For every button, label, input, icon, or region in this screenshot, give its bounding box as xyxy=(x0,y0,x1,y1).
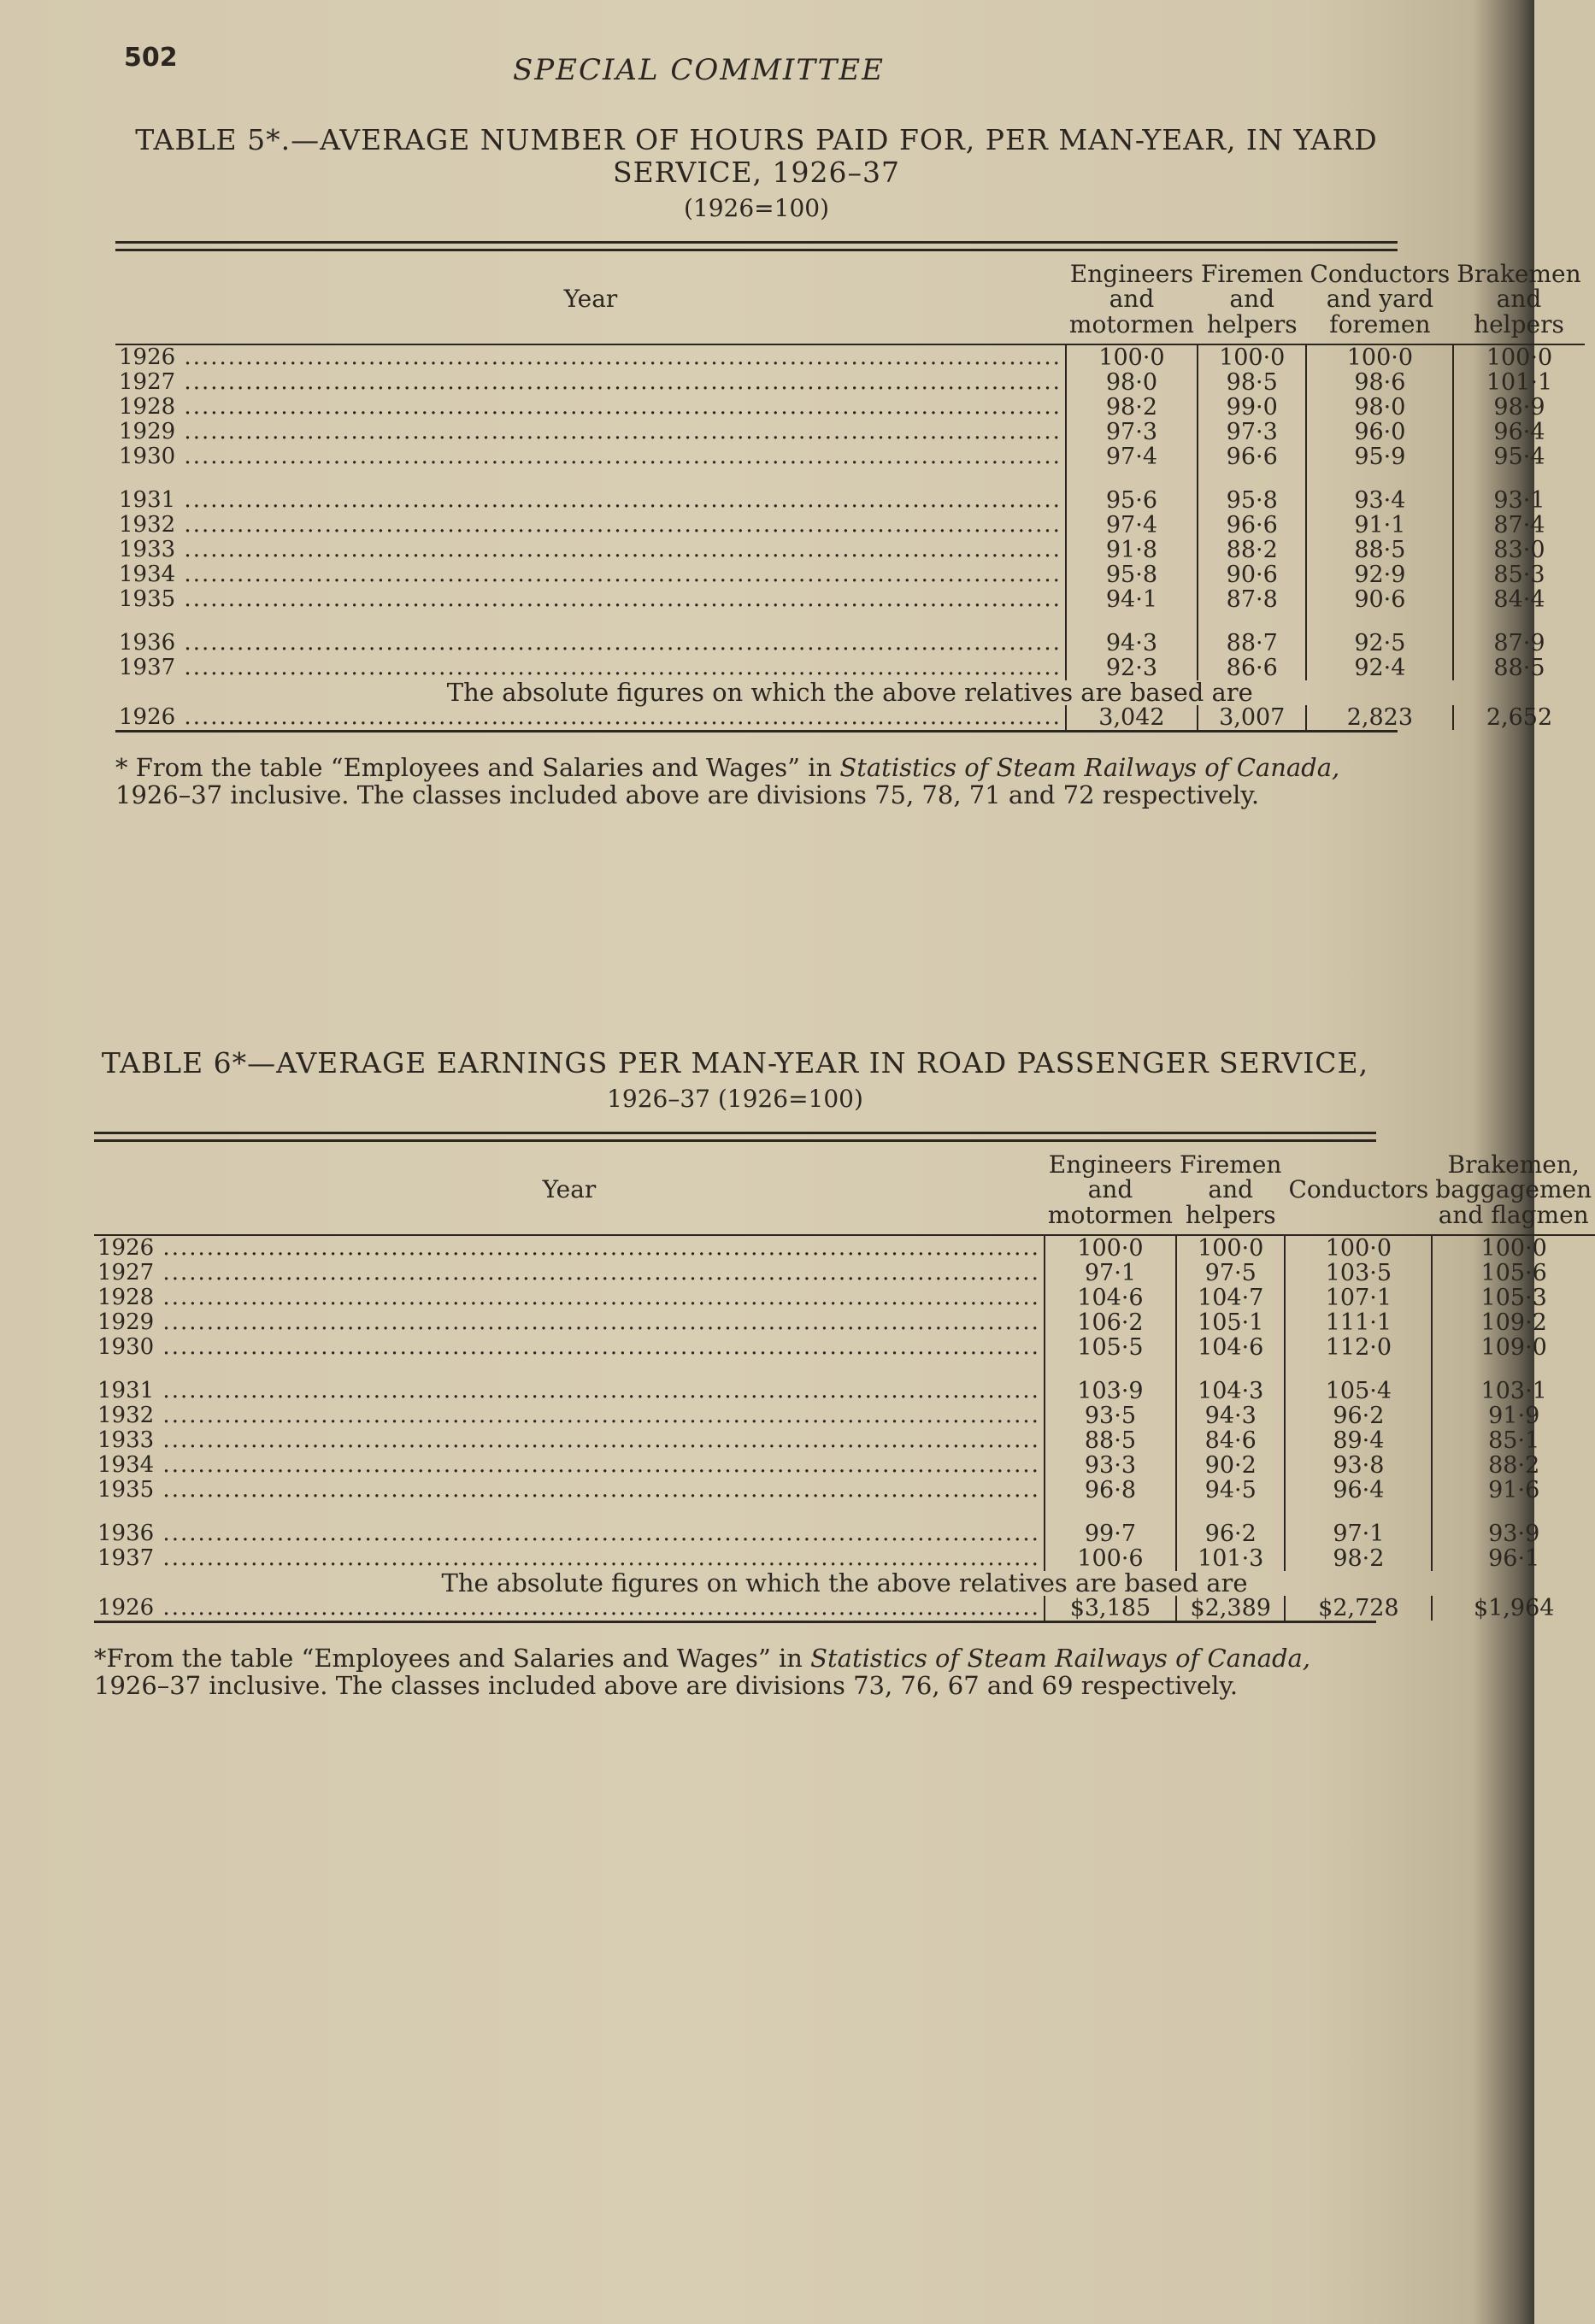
column-header: Brakemen, baggagemen and flagmen xyxy=(1432,1142,1595,1235)
value-cell: 93·1 xyxy=(1453,488,1584,513)
table-6-footnote-tail: 1926–37 inclusive. The classes included above are divisions 73, 76, 67 and 69 respectively. xyxy=(94,1671,1239,1700)
table-6-subtitle: 1926–37 (1926=100) xyxy=(607,1084,863,1113)
table-6-body xyxy=(94,1235,1595,1621)
column-header: Engineers and motormen xyxy=(1066,251,1198,344)
value-cell: 100·0 xyxy=(1285,1235,1432,1261)
value-cell: 96·2 xyxy=(1176,1521,1286,1546)
group-spacer xyxy=(94,1360,1595,1379)
value-cell: 92·9 xyxy=(1306,562,1453,587)
absolute-caption-row xyxy=(115,680,1585,705)
value-cell: 97·4 xyxy=(1066,513,1198,538)
value-cell: 88·5 xyxy=(1045,1428,1176,1453)
table-5-bottom-rule xyxy=(115,730,1398,733)
table-row xyxy=(94,1235,1595,1261)
group-spacer xyxy=(115,469,1585,488)
value-cell: 94·3 xyxy=(1066,631,1198,656)
table-6-footnote-source: Statistics of Steam Railways of Canada, xyxy=(810,1644,1311,1674)
value-cell: 97·4 xyxy=(1066,444,1198,469)
spacer-cell xyxy=(115,469,1066,488)
running-head: SPECIAL COMMITTEE xyxy=(513,53,885,87)
absolute-value-cell: $1,964 xyxy=(1432,1596,1595,1621)
group-spacer xyxy=(94,1503,1595,1521)
value-cell: 98·2 xyxy=(1066,395,1198,420)
year-cell: 1936 ..... xyxy=(115,631,1066,656)
spacer-cell xyxy=(94,1503,1045,1521)
year-cell: 1936 ..... xyxy=(94,1521,1045,1546)
value-cell: 100·0 xyxy=(1432,1235,1595,1261)
table-5 xyxy=(115,123,1581,809)
value-cell: 90·6 xyxy=(1198,562,1307,587)
absolute-value-cell: $3,185 xyxy=(1045,1596,1176,1621)
table-6-footnote xyxy=(94,1645,1376,1700)
year-cell: 1932 ..... xyxy=(115,513,1066,538)
table-row xyxy=(94,1335,1595,1360)
table-6 xyxy=(94,1046,1592,1700)
value-cell: 104·6 xyxy=(1045,1286,1176,1310)
value-cell: 88·5 xyxy=(1453,656,1584,680)
value-cell: 103·9 xyxy=(1045,1379,1176,1403)
table-row xyxy=(115,631,1585,656)
table-row xyxy=(115,562,1585,587)
year-cell: 1934 ..... xyxy=(115,562,1066,587)
value-cell: 94·3 xyxy=(1176,1403,1286,1428)
absolute-value-cell: $2,389 xyxy=(1176,1596,1286,1621)
value-cell: 96·2 xyxy=(1285,1403,1432,1428)
value-cell: 105·4 xyxy=(1285,1379,1432,1403)
table-row xyxy=(115,488,1585,513)
table-row xyxy=(115,656,1585,680)
value-cell: 91·1 xyxy=(1306,513,1453,538)
year-cell: 1934 ..... xyxy=(94,1453,1045,1478)
table-5-top-rule xyxy=(115,241,1398,251)
table-5-header-row xyxy=(115,251,1585,344)
value-cell: 88·5 xyxy=(1306,538,1453,562)
value-cell: 93·5 xyxy=(1045,1403,1176,1428)
value-cell: 96·4 xyxy=(1453,420,1584,444)
value-cell: 96·8 xyxy=(1045,1478,1176,1503)
table-row xyxy=(94,1453,1595,1478)
value-cell: 88·7 xyxy=(1198,631,1307,656)
table-row xyxy=(115,395,1585,420)
value-cell: 93·9 xyxy=(1432,1521,1595,1546)
spacer-cell xyxy=(1066,469,1198,488)
value-cell: 97·1 xyxy=(1045,1261,1176,1286)
value-cell: 97·3 xyxy=(1198,420,1307,444)
table-5-subtitle: (1926=100) xyxy=(683,193,829,222)
value-cell: 95·9 xyxy=(1306,444,1453,469)
value-cell: 85·3 xyxy=(1453,562,1584,587)
value-cell: 111·1 xyxy=(1285,1310,1432,1335)
spacer-cell xyxy=(1432,1360,1595,1379)
year-cell: 1930 ..... xyxy=(94,1335,1045,1360)
table-5-data xyxy=(115,251,1585,730)
value-cell: 93·4 xyxy=(1306,488,1453,513)
table-6-data xyxy=(94,1142,1595,1621)
value-cell: 95·8 xyxy=(1066,562,1198,587)
year-cell: 1928 ..... xyxy=(115,395,1066,420)
absolute-year-cell: 1926 ..... xyxy=(115,705,1066,730)
value-cell: 101·3 xyxy=(1176,1546,1286,1571)
value-cell: 100·0 xyxy=(1066,344,1198,370)
value-cell: 105·6 xyxy=(1432,1261,1595,1286)
value-cell: 109·0 xyxy=(1432,1335,1595,1360)
value-cell: 92·3 xyxy=(1066,656,1198,680)
column-header: Conductors xyxy=(1285,1142,1432,1235)
value-cell: 96·6 xyxy=(1198,444,1307,469)
table-row xyxy=(94,1546,1595,1571)
spacer-cell xyxy=(115,612,1066,631)
value-cell: 87·9 xyxy=(1453,631,1584,656)
value-cell: 107·1 xyxy=(1285,1286,1432,1310)
value-cell: 100·0 xyxy=(1306,344,1453,370)
column-header-year: Year xyxy=(94,1142,1045,1235)
absolute-caption-row xyxy=(94,1571,1595,1596)
value-cell: 99·0 xyxy=(1198,395,1307,420)
table-6-bottom-rule xyxy=(94,1621,1376,1623)
value-cell: 104·7 xyxy=(1176,1286,1286,1310)
table-row xyxy=(115,370,1585,395)
spacer-cell xyxy=(1306,612,1453,631)
absolute-row xyxy=(94,1596,1595,1621)
value-cell: 96·1 xyxy=(1432,1546,1595,1571)
absolute-value-cell: 2,652 xyxy=(1453,705,1584,730)
spacer-cell xyxy=(1045,1503,1176,1521)
spacer-cell xyxy=(1198,612,1307,631)
value-cell: 97·3 xyxy=(1066,420,1198,444)
table-row xyxy=(94,1379,1595,1403)
table-5-footnote-source: Statistics of Steam Railways of Canada, xyxy=(839,753,1340,783)
absolute-value-cell: 2,823 xyxy=(1306,705,1453,730)
value-cell: 89·4 xyxy=(1285,1428,1432,1453)
year-cell: 1933 ..... xyxy=(94,1428,1045,1453)
absolute-year-cell: 1926 ..... xyxy=(94,1596,1045,1621)
value-cell: 92·4 xyxy=(1306,656,1453,680)
value-cell: 86·6 xyxy=(1198,656,1307,680)
table-row xyxy=(94,1261,1595,1286)
value-cell: 104·3 xyxy=(1176,1379,1286,1403)
value-cell: 88·2 xyxy=(1198,538,1307,562)
table-row xyxy=(115,444,1585,469)
value-cell: 96·4 xyxy=(1285,1478,1432,1503)
value-cell: 105·1 xyxy=(1176,1310,1286,1335)
spacer-cell xyxy=(1066,612,1198,631)
absolute-value-cell: 3,007 xyxy=(1198,705,1307,730)
table-6-header-row xyxy=(94,1142,1595,1235)
table-row xyxy=(94,1403,1595,1428)
table-5-footnote-lead: * From the table “Employees and Salaries and Wages” in xyxy=(115,753,840,783)
value-cell: 105·3 xyxy=(1432,1286,1595,1310)
year-cell: 1928 ..... xyxy=(94,1286,1045,1310)
year-cell: 1927 ..... xyxy=(115,370,1066,395)
spacer-cell xyxy=(1045,1360,1176,1379)
column-header: Brakemen and helpers xyxy=(1453,251,1584,344)
table-5-title: TABLE 5*.—AVERAGE NUMBER OF HOURS PAID FOR, PER MAN-YEAR, IN YARD SERVICE, 1926–37 xyxy=(135,123,1378,189)
value-cell: 98·0 xyxy=(1306,395,1453,420)
table-row xyxy=(94,1478,1595,1503)
year-cell: 1927 ..... xyxy=(94,1261,1045,1286)
table-row xyxy=(94,1286,1595,1310)
value-cell: 94·1 xyxy=(1066,587,1198,612)
value-cell: 100·0 xyxy=(1198,344,1307,370)
value-cell: 97·5 xyxy=(1176,1261,1286,1286)
spacer-cell xyxy=(1453,469,1584,488)
table-6-title: TABLE 6*—AVERAGE EARNINGS PER MAN-YEAR IN ROAD PASSENGER SERVICE, xyxy=(101,1046,1369,1080)
page-number: 502 xyxy=(124,43,178,73)
spacer-cell xyxy=(1285,1360,1432,1379)
value-cell: 87·4 xyxy=(1453,513,1584,538)
value-cell: 93·3 xyxy=(1045,1453,1176,1478)
value-cell: 98·5 xyxy=(1198,370,1307,395)
year-cell: 1929 ..... xyxy=(94,1310,1045,1335)
table-6-footnote-lead: *From the table “Employees and Salaries and Wages” in xyxy=(94,1644,811,1674)
value-cell: 83·0 xyxy=(1453,538,1584,562)
value-cell: 103·1 xyxy=(1432,1379,1595,1403)
column-header: Conductors and yard foremen xyxy=(1306,251,1453,344)
table-5-footnote xyxy=(115,755,1398,809)
table-row xyxy=(115,344,1585,370)
table-row xyxy=(115,420,1585,444)
spacer-cell xyxy=(1306,469,1453,488)
year-cell: 1929 ..... xyxy=(115,420,1066,444)
absolute-caption: The absolute figures on which the above relatives are based are xyxy=(446,678,1253,708)
value-cell: 93·8 xyxy=(1285,1453,1432,1478)
table-row xyxy=(115,587,1585,612)
table-row xyxy=(115,513,1585,538)
value-cell: 100·0 xyxy=(1176,1235,1286,1261)
value-cell: 100·6 xyxy=(1045,1546,1176,1571)
value-cell: 91·6 xyxy=(1432,1478,1595,1503)
value-cell: 96·0 xyxy=(1306,420,1453,444)
spacer-cell xyxy=(1176,1360,1286,1379)
column-header: Engineers and motormen xyxy=(1045,1142,1176,1235)
table-row xyxy=(94,1310,1595,1335)
value-cell: 90·2 xyxy=(1176,1453,1286,1478)
value-cell: 94·5 xyxy=(1176,1478,1286,1503)
value-cell: 92·5 xyxy=(1306,631,1453,656)
column-header: Firemen and helpers xyxy=(1198,251,1307,344)
absolute-value-cell: $2,728 xyxy=(1285,1596,1432,1621)
value-cell: 100·0 xyxy=(1453,344,1584,370)
value-cell: 98·6 xyxy=(1306,370,1453,395)
value-cell: 87·8 xyxy=(1198,587,1307,612)
table-row xyxy=(94,1521,1595,1546)
year-cell: 1931 ..... xyxy=(115,488,1066,513)
value-cell: 95·6 xyxy=(1066,488,1198,513)
value-cell: 88·2 xyxy=(1432,1453,1595,1478)
year-cell: 1926 ..... xyxy=(94,1235,1045,1261)
year-cell: 1935 ..... xyxy=(94,1478,1045,1503)
value-cell: 101·1 xyxy=(1453,370,1584,395)
column-header-year: Year xyxy=(115,251,1066,344)
value-cell: 85·1 xyxy=(1432,1428,1595,1453)
value-cell: 96·6 xyxy=(1198,513,1307,538)
spacer-cell xyxy=(1453,612,1584,631)
spacer-cell xyxy=(1432,1503,1595,1521)
group-spacer xyxy=(115,612,1585,631)
value-cell: 84·4 xyxy=(1453,587,1584,612)
value-cell: 91·8 xyxy=(1066,538,1198,562)
value-cell: 106·2 xyxy=(1045,1310,1176,1335)
year-cell: 1926 ..... xyxy=(115,344,1066,370)
absolute-value-cell: 3,042 xyxy=(1066,705,1198,730)
year-cell: 1937 ..... xyxy=(115,656,1066,680)
table-6-top-rule xyxy=(94,1132,1376,1142)
spacer-cell xyxy=(1285,1503,1432,1521)
value-cell: 98·0 xyxy=(1066,370,1198,395)
value-cell: 112·0 xyxy=(1285,1335,1432,1360)
table-row xyxy=(115,538,1585,562)
value-cell: 105·5 xyxy=(1045,1335,1176,1360)
value-cell: 98·2 xyxy=(1285,1546,1432,1571)
table-5-footnote-tail: 1926–37 inclusive. The classes included above are divisions 75, 78, 71 and 72 respectively. xyxy=(115,780,1260,809)
value-cell: 90·6 xyxy=(1306,587,1453,612)
value-cell: 100·0 xyxy=(1045,1235,1176,1261)
table-5-body xyxy=(115,344,1585,730)
absolute-row xyxy=(115,705,1585,730)
value-cell: 98·9 xyxy=(1453,395,1584,420)
value-cell: 91·9 xyxy=(1432,1403,1595,1428)
value-cell: 103·5 xyxy=(1285,1261,1432,1286)
value-cell: 84·6 xyxy=(1176,1428,1286,1453)
value-cell: 99·7 xyxy=(1045,1521,1176,1546)
value-cell: 97·1 xyxy=(1285,1521,1432,1546)
value-cell: 109·2 xyxy=(1432,1310,1595,1335)
year-cell: 1935 ..... xyxy=(115,587,1066,612)
year-cell: 1933 ..... xyxy=(115,538,1066,562)
year-cell: 1930 ..... xyxy=(115,444,1066,469)
column-header: Firemen and helpers xyxy=(1176,1142,1286,1235)
spacer-cell xyxy=(94,1360,1045,1379)
value-cell: 95·8 xyxy=(1198,488,1307,513)
year-cell: 1932 ..... xyxy=(94,1403,1045,1428)
value-cell: 95·4 xyxy=(1453,444,1584,469)
table-row xyxy=(94,1428,1595,1453)
year-cell: 1937 ..... xyxy=(94,1546,1045,1571)
absolute-caption: The absolute figures on which the above relatives are based are xyxy=(441,1568,1248,1598)
value-cell: 104·6 xyxy=(1176,1335,1286,1360)
spacer-cell xyxy=(1198,469,1307,488)
year-cell: 1931 ..... xyxy=(94,1379,1045,1403)
spacer-cell xyxy=(1176,1503,1286,1521)
